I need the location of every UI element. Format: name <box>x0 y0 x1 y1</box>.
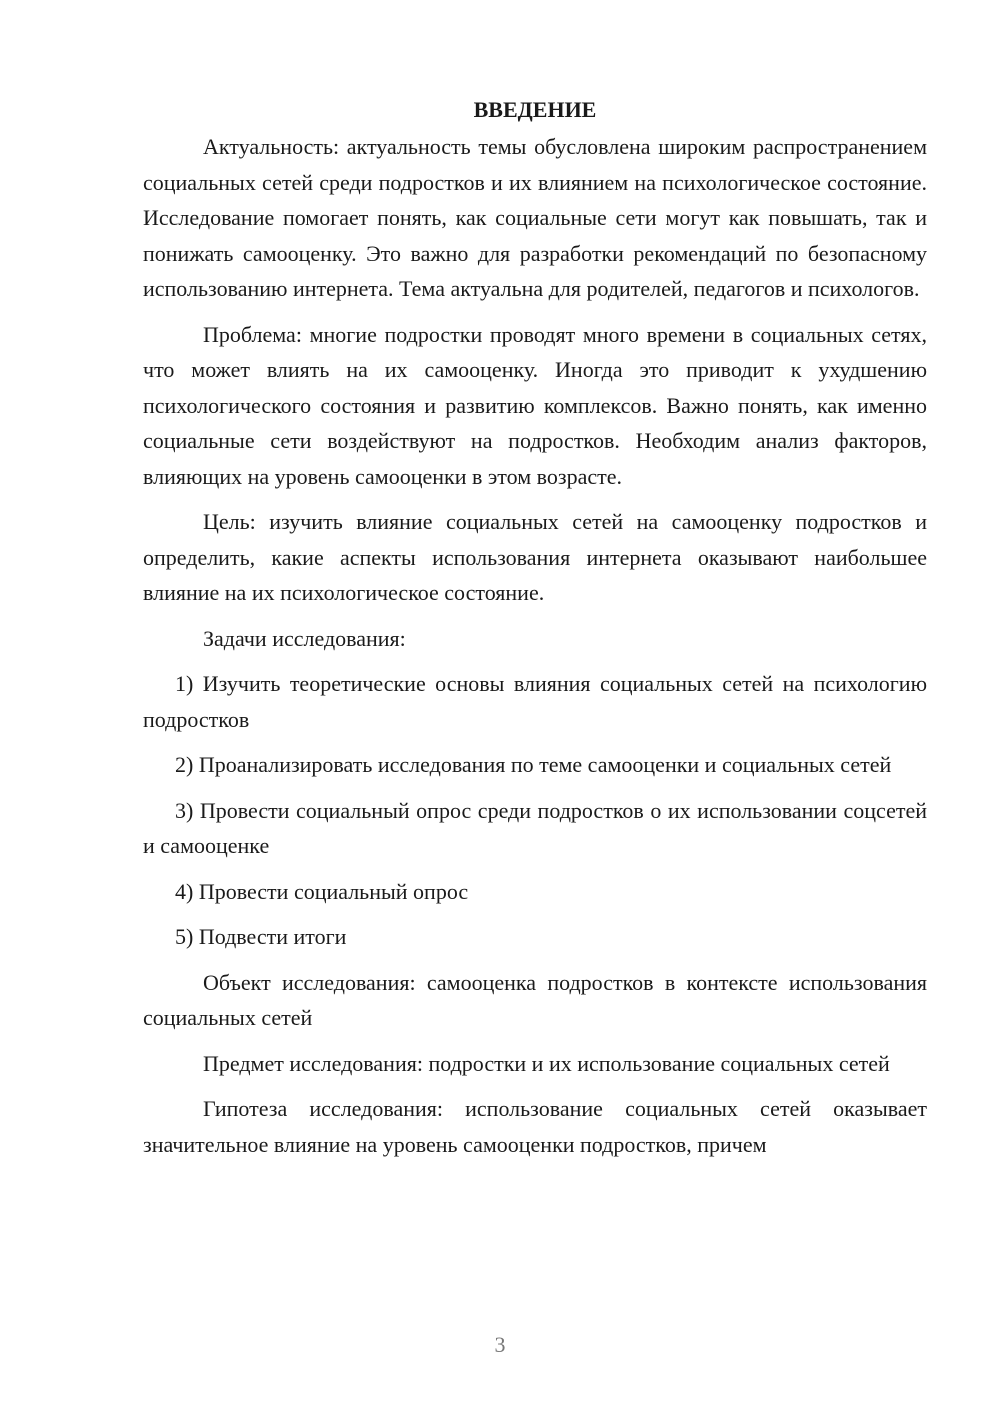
task-item-2: 2) Проанализировать исследования по теме самооценки и социальных сетей <box>175 752 892 777</box>
page-number: 3 <box>494 1332 506 1357</box>
task-item-3: 3) Провести социальный опрос среди подростков о их использовании соцсетей и самооценке <box>143 797 927 858</box>
hypothesis-paragraph: Гипотеза исследования: использование социальных сетей оказывает значительное влияние на уровень самооценки подростков, причем <box>143 1096 927 1157</box>
goal-paragraph: Цель: изучить влияние социальных сетей на самооценку подростков и определить, какие аспекты использования интернета оказывают наибольшее влияние на их психологическое состояние. <box>143 509 927 605</box>
relevance-paragraph: Актуальность: актуальность темы обусловлена широким распространением социальных сетей среди подростков и их влиянием на психологическое состояние. Исследование помогает понять, как социальные сети могут как повышать, так и понижать самооценку. Это важно для разработки рекомендаций по безопасному использованию интернета. Тема актуальна для родителей, педагогов и психологов. <box>143 134 927 301</box>
object-paragraph: Объект исследования: самооценка подростков в контексте использования социальных сетей <box>143 969 927 1030</box>
task-item-4: 4) Провести социальный опрос <box>175 878 469 904</box>
subject-paragraph: Предмет исследования: подростки и их использование социальных сетей <box>203 1050 890 1076</box>
page-title: ВВЕДЕНИЕ <box>473 97 597 122</box>
tasks-heading: Задачи исследования: <box>203 625 406 651</box>
problem-paragraph: Проблема: многие подростки проводят много времени в социальных сетях, что может влиять на их самооценку. Иногда это приводит к ухудшению психологического состояния и развитию комплексов. Важно понять, как именно социальные сети воздействуют на подростков. Необходим анализ факторов, влияющих на уровень самооценки в этом возрасте. <box>143 321 927 489</box>
page-content <box>143 92 927 1172</box>
task-item-1: 1) Изучить теоретические основы влияния социальных сетей на психологию подростков <box>143 671 927 732</box>
task-item-5: 5) Подвести итоги <box>175 924 347 949</box>
